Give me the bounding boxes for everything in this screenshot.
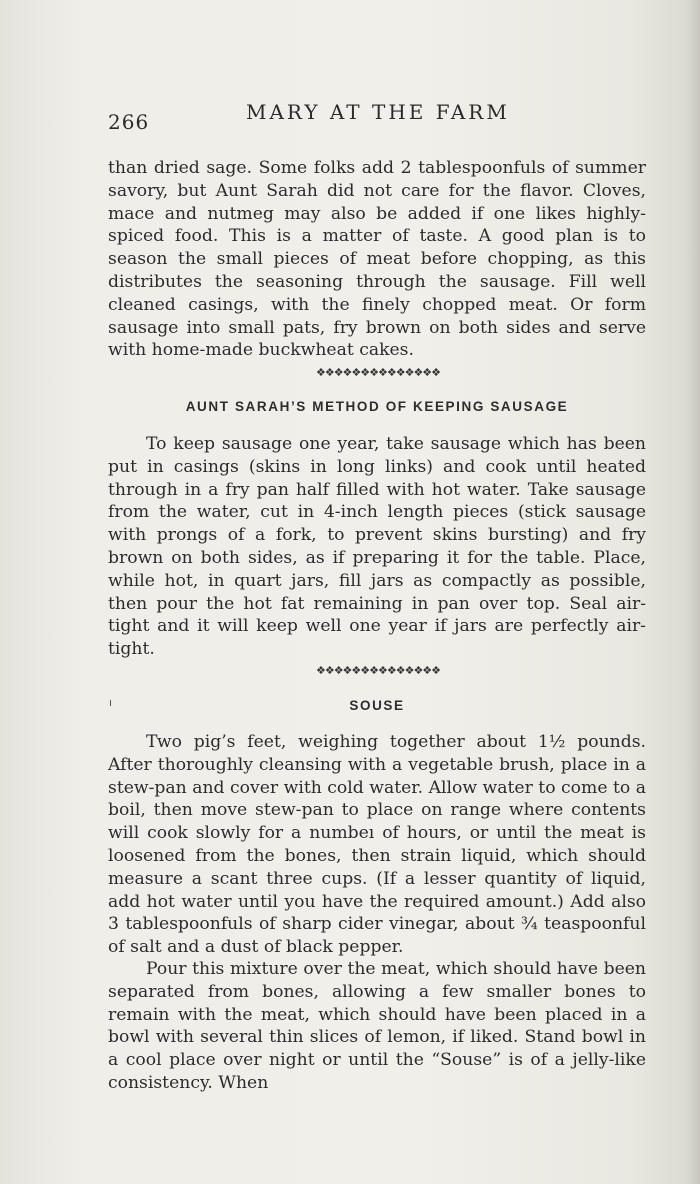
- ornament-divider: ❖❖❖❖❖❖❖❖❖❖❖❖❖❖: [315, 366, 441, 379]
- page-header: [108, 100, 518, 136]
- paragraph-sausage-seasoning: than dried sage. Some folks add 2 tablespoonfuls of summer savory, but Aunt Sarah did not care for the flavor. Cloves, mace and nutmeg may also be added if one likes highly-spiced food. This is a matter of taste. A good plan is to season the small pieces of meat before chopping, as this distributes the seasoning through the sausage. Fill well cleaned casings, with the finely chopped meat. Or form sausage into small pats, fry brown on both sides and serve with home-made buckwheat cakes.: [108, 158, 646, 361]
- paragraph-souse-preparation: Two pig’s feet, weighing together about 1½ pounds. After thoroughly cleansing with a vegetable brush, place in a stew-pan and cover with cold water. Allow water to come to a boil, then move stew-pan to place on range where contents will cook slowly for a numbeı of hours, or until the meat is loosened from the bones, then strain liquid, which should measure a scant three cups. (If a lesser quantity of liquid, add hot water until you have the required amount.) Add also 3 tablespoonfuls of sharp cider vinegar, about ¾ teaspoonful of salt and a dust of black pepper.: [108, 732, 646, 958]
- page-edge-shadow: [686, 0, 700, 1184]
- ornament-divider: ❖❖❖❖❖❖❖❖❖❖❖❖❖❖: [315, 664, 441, 677]
- section-heading-souse: SOUSE: [349, 698, 405, 713]
- page-number: 266: [108, 110, 150, 134]
- paragraph-souse-setting: Pour this mixture over the meat, which should have been separated from bones, allowing a few smaller bones to remain with the meat, which should have been placed in a bowl with several thin slices of lemon, if liked. Stand bowl in a cool place over night or until the “Souse” is of a jelly-like consistency. When: [108, 959, 646, 1093]
- paragraph-keeping-sausage: To keep sausage one year, take sausage which has been put in casings (skins in long links) and cook until heated through in a fry pan half filled with hot water. Take sausage from the water, cut in 4-inch length pieces (stick sausage with prongs of a fork, to prevent skins bursting) and fry brown on both sides, as if preparing it for the table. Place, while hot, in quart jars, fill jars as compactly as possible, then pour the hot fat remaining in pan over top. Seal air-tight and it will keep well one year if jars are perfectly air-tight.: [108, 434, 646, 660]
- section-heading-keeping-sausage: AUNT SARAH’S METHOD OF KEEPING SAUSAGE: [185, 399, 569, 414]
- running-title: MARY AT THE FARM: [246, 100, 510, 124]
